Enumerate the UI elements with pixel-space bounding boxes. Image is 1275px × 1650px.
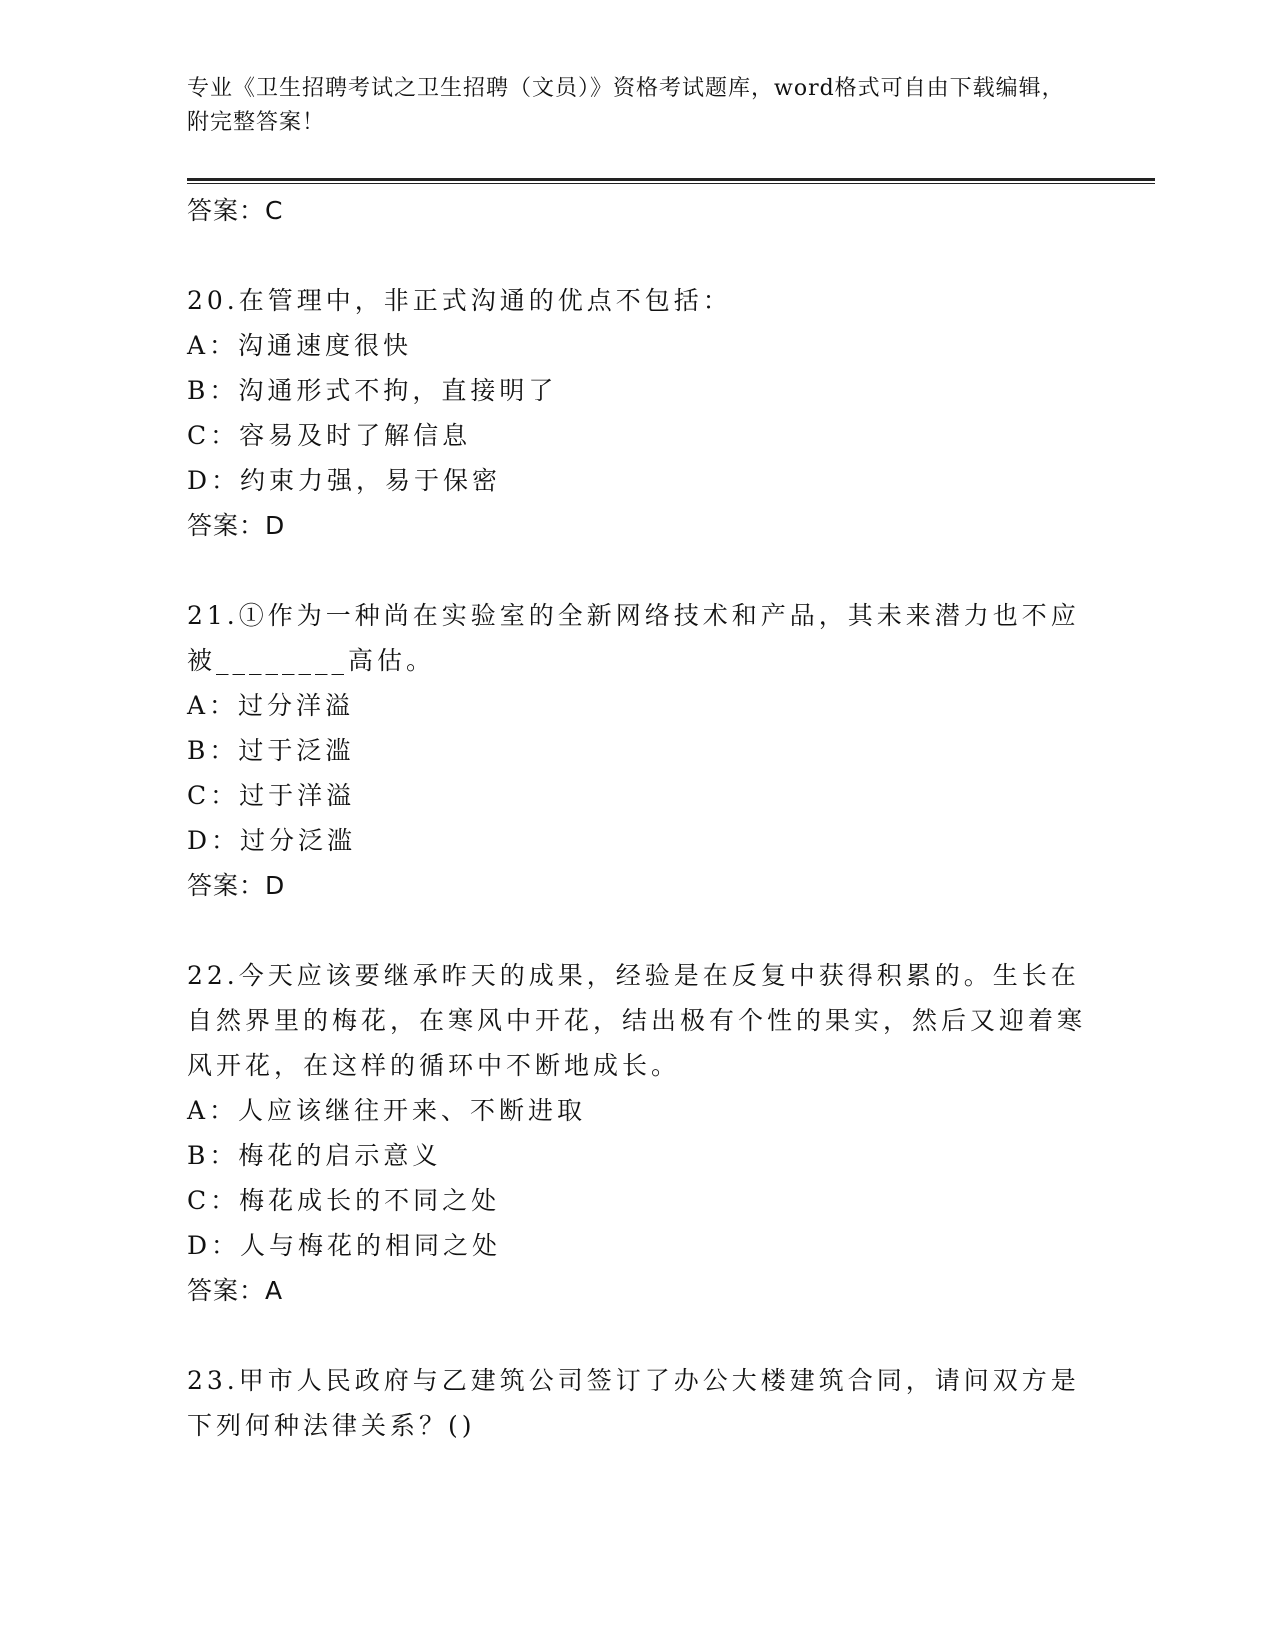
- option-d: D：约束力强，易于保密: [187, 466, 502, 495]
- document-header: 专业《卫生招聘考试之卫生招聘（文员）》资格考试题库，word格式可自由下载编辑，附完整答案！: [187, 76, 1065, 135]
- question-item: [187, 1358, 1087, 1448]
- option-c: C：容易及时了解信息: [187, 421, 472, 450]
- previous-answer: 答案：C: [187, 196, 284, 225]
- option-d: D：过分泛滥: [187, 826, 357, 855]
- option-d: D：人与梅花的相同之处: [187, 1231, 502, 1260]
- question-list: [187, 188, 1087, 1448]
- question-stem: 21.①作为一种尚在实验室的全新网络技术和产品，其未来潜力也不应被________高估。: [187, 601, 1080, 675]
- option-c: C：过于洋溢: [187, 781, 356, 810]
- question-answer: 答案：D: [187, 511, 286, 540]
- option-b: B：梅花的启示意义: [187, 1141, 442, 1170]
- option-a: A：过分洋溢: [187, 691, 355, 720]
- question-answer: 答案：D: [187, 871, 286, 900]
- question-stem: 23.甲市人民政府与乙建筑公司签订了办公大楼建筑合同，请问双方是下列何种法律关系？(): [187, 1366, 1080, 1440]
- option-b: B：过于泛滥: [187, 736, 355, 765]
- option-a: A：人应该继往开来、不断进取: [187, 1096, 587, 1125]
- question-stem: 20.在管理中，非正式沟通的优点不包括：: [187, 286, 732, 315]
- question-item: [187, 278, 1087, 549]
- question-stem: 22.今天应该要继承昨天的成果，经验是在反复中获得积累的。生长在自然界里的梅花，在寒风中开花，结出极有个性的果实，然后又迎着寒风开花，在这样的循环中不断地成长。: [187, 961, 1087, 1080]
- option-a: A：沟通速度很快: [187, 331, 413, 360]
- option-b: B：沟通形式不拘，直接明了: [187, 376, 558, 405]
- question-item: [187, 593, 1087, 909]
- question-item: [187, 953, 1087, 1314]
- question-answer: 答案：A: [187, 1276, 284, 1305]
- option-c: C：梅花成长的不同之处: [187, 1186, 501, 1215]
- header-divider: [187, 178, 1155, 181]
- header-divider-thin: [187, 183, 1155, 184]
